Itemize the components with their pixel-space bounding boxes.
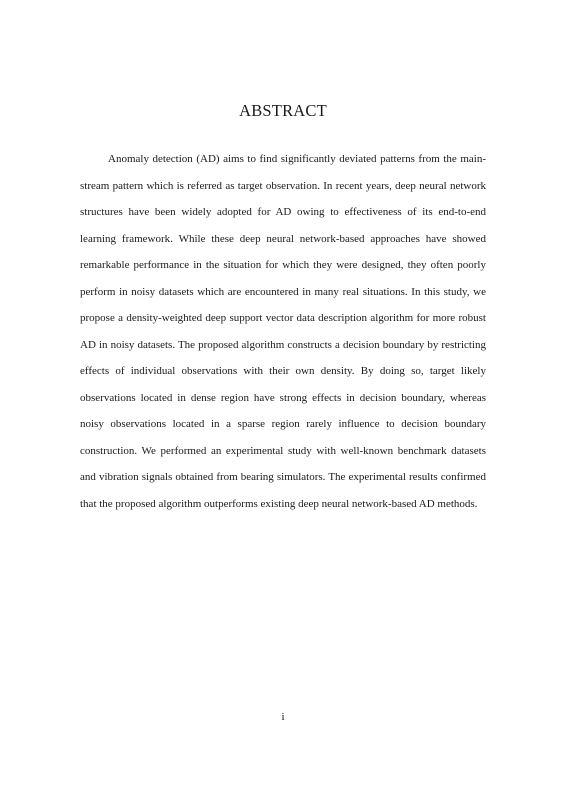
abstract-heading: ABSTRACT (239, 101, 327, 120)
abstract-paragraph: Anomaly detection (AD) aims to find significantly deviated patterns from the main-stream pattern which is referred as target observation. In recent years, deep neural network structures have been widely adopted for AD owing to effectiveness of its end-to-end learning framework. While these deep neural network-based approaches have showed remarkable performance in the situation for which they were designed, they often poorly perform in noisy datasets which are encountered in many real situations. In this study, we propose a density-weighted deep support vector data description algorithm for more robust AD in noisy datasets. The proposed algorithm constructs a decision boundary by restricting effects of individual observations with their own density. By doing so, target likely observations located in dense region have strong effects in decision boundary, whereas noisy observations located in a sparse region rarely influence to decision boundary construction. We performed an experimental study with well-known benchmark datasets and vibration signals obtained from bearing simulators. The experimental results confirmed that the proposed algorithm outperforms existing deep neural network-based AD methods. (80, 153, 486, 510)
page-number: i (281, 711, 285, 723)
